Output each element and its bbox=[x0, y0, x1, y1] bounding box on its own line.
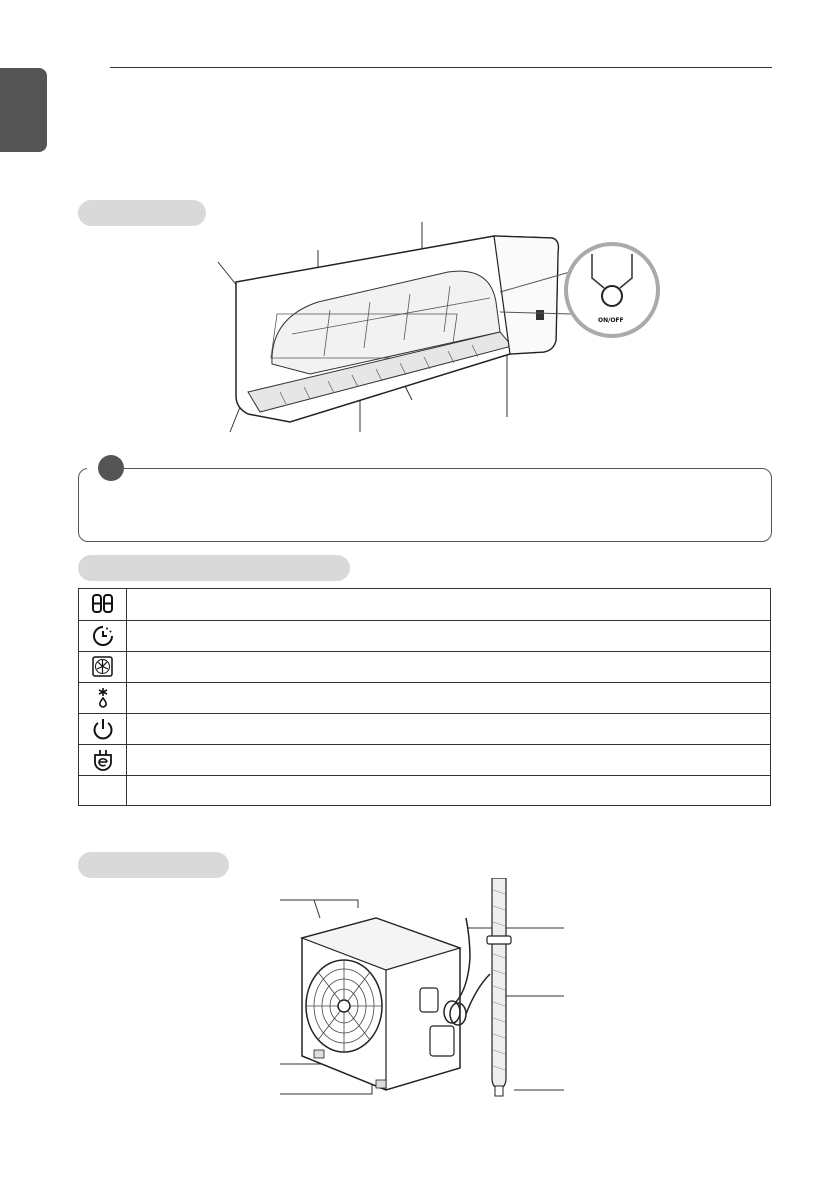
fan-hub-icon bbox=[338, 1000, 350, 1012]
header-rule bbox=[110, 67, 772, 68]
display-icon-cell bbox=[79, 776, 127, 805]
pipe-clamp bbox=[487, 936, 511, 944]
valve-cover bbox=[430, 1026, 454, 1056]
leader-line-drain bbox=[280, 1078, 372, 1094]
indoor-unit-illustration bbox=[200, 222, 670, 437]
outdoor-unit-illustration bbox=[280, 878, 570, 1102]
page-bottom-margin bbox=[0, 1178, 840, 1192]
display-icon-cell bbox=[79, 714, 127, 744]
display-table bbox=[78, 588, 771, 806]
mounting-foot bbox=[376, 1080, 386, 1088]
fan-icon bbox=[91, 656, 115, 678]
seven-segment-display-icon bbox=[91, 593, 115, 615]
display-icon-cell bbox=[79, 745, 127, 775]
section-pill-outdoor-unit bbox=[78, 852, 229, 878]
timer-icon bbox=[91, 625, 115, 647]
energy-icon bbox=[91, 749, 115, 771]
display-icon-cell bbox=[79, 621, 127, 651]
display-icon-cell bbox=[79, 683, 127, 713]
onoff-button-icon bbox=[602, 286, 622, 306]
defrost-icon bbox=[91, 687, 115, 709]
display-row bbox=[79, 744, 770, 775]
service-port-cover bbox=[420, 988, 438, 1012]
note-title-rule bbox=[124, 468, 196, 469]
section-pill-indoor-unit bbox=[78, 200, 206, 226]
note-box bbox=[78, 468, 772, 542]
section-pill-display bbox=[78, 555, 350, 581]
display-row bbox=[79, 713, 770, 744]
note-icon bbox=[98, 455, 124, 481]
mounting-foot bbox=[314, 1050, 324, 1058]
display-row bbox=[79, 589, 770, 620]
leader-line-air-intake bbox=[280, 900, 358, 918]
drain-hose-end bbox=[495, 1086, 503, 1096]
display-icon-cell bbox=[79, 652, 127, 682]
display-row bbox=[79, 682, 770, 713]
power-icon bbox=[91, 718, 115, 740]
onoff-label: ON/OFF bbox=[598, 317, 624, 324]
language-tab bbox=[0, 68, 47, 152]
display-row bbox=[79, 775, 770, 805]
display-row bbox=[79, 651, 770, 682]
display-row bbox=[79, 620, 770, 651]
display-icon-cell bbox=[79, 589, 127, 620]
side-vent-icon bbox=[536, 310, 544, 320]
